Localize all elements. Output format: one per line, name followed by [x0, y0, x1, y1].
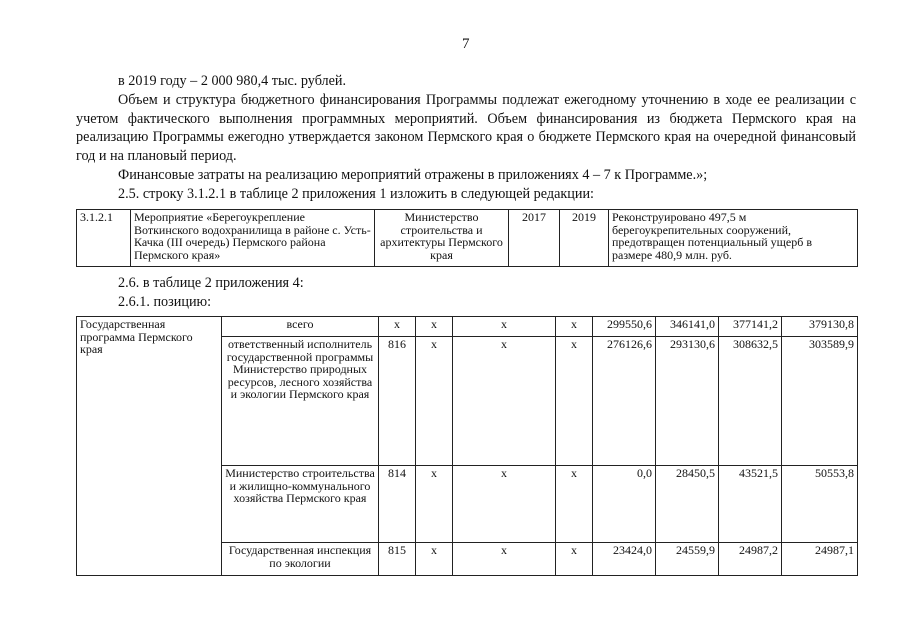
cell-admin-code: 814: [379, 466, 416, 543]
cell-value: 50553,8: [782, 466, 858, 543]
cell-value: 377141,2: [719, 317, 782, 337]
cell-code: 3.1.2.1: [77, 210, 131, 267]
financing-table: [76, 316, 858, 576]
cell-x: x: [416, 466, 453, 543]
paragraph-item-2-5: 2.5. строку 3.1.2.1 в таблице 2 приложения 1 изложить в следующей редакции:: [118, 186, 594, 202]
cell-value: 0,0: [593, 466, 656, 543]
cell-x: x: [556, 317, 593, 337]
table-row: [77, 210, 858, 267]
cell-value: 276126,6: [593, 337, 656, 466]
cell-admin-code: 815: [379, 543, 416, 576]
cell-x: x: [416, 337, 453, 466]
cell-value: 303589,9: [782, 337, 858, 466]
cell-start-year: 2017: [509, 210, 560, 267]
cell-event: Мероприятие «Берегоукрепление Воткинского водохранилища в районе с. Усть-Качка (III очередь) Пермского района Пермского края»: [131, 210, 375, 267]
cell-x: x: [556, 337, 593, 466]
cell-result: Реконструировано 497,5 м берегоукрепительных сооружений, предотвращен потенциальный ущерб в размере 480,9 млн. руб.: [609, 210, 858, 267]
cell-x: x: [556, 543, 593, 576]
cell-admin-code: x: [379, 317, 416, 337]
paragraph-2019-total: в 2019 году – 2 000 980,4 тыс. рублей.: [118, 73, 347, 89]
cell-program-name: Государственная программа Пермского края: [77, 317, 222, 576]
cell-label: ответственный исполнитель государственной программы Министерство природных ресурсов, лесного хозяйства и экологии Пермского края: [222, 337, 379, 466]
cell-end-year: 2019: [560, 210, 609, 267]
cell-x: x: [453, 337, 556, 466]
paragraph-budget-structure: Объем и структура бюджетного финансирования Программы подлежат ежегодному уточнению в ходе ее реализации с учетом фактического выполнения программных мероприятий. Объем финансирования из бюджета Пермского края на реализацию Программы ежегодно утверждается законом Пермского края о бюджете Пермского края на очередной финансовый год и на плановый период.: [76, 92, 856, 164]
paragraph-financial-costs: Финансовые затраты на реализацию мероприятий отражены в приложениях 4 – 7 к Программе.»;: [118, 167, 708, 183]
cell-value: 299550,6: [593, 317, 656, 337]
cell-x: x: [453, 543, 556, 576]
cell-value: 293130,6: [656, 337, 719, 466]
cell-x: x: [453, 317, 556, 337]
cell-value: 379130,8: [782, 317, 858, 337]
cell-value: 24987,1: [782, 543, 858, 576]
page-number: 7: [462, 36, 470, 52]
cell-value: 24559,9: [656, 543, 719, 576]
cell-label: Государственная инспекция по экологии: [222, 543, 379, 576]
table-row-3-1-2-1: [76, 209, 858, 267]
cell-x: x: [556, 466, 593, 543]
paragraph-item-2-6-1: 2.6.1. позицию:: [118, 294, 212, 310]
cell-x: x: [416, 543, 453, 576]
cell-label: всего: [222, 317, 379, 337]
cell-admin-code: 816: [379, 337, 416, 466]
cell-value: 23424,0: [593, 543, 656, 576]
cell-value: 346141,0: [656, 317, 719, 337]
cell-x: x: [453, 466, 556, 543]
cell-value: 28450,5: [656, 466, 719, 543]
cell-value: 308632,5: [719, 337, 782, 466]
paragraph-item-2-6: 2.6. в таблице 2 приложения 4:: [118, 275, 304, 291]
cell-executor: Министерство строительства и архитектуры Пермского края: [375, 210, 509, 267]
cell-value: 43521,5: [719, 466, 782, 543]
table-row: [77, 317, 858, 337]
cell-x: x: [416, 317, 453, 337]
cell-label: Министерство строительства и жилищно-коммунального хозяйства Пермского края: [222, 466, 379, 543]
cell-value: 24987,2: [719, 543, 782, 576]
